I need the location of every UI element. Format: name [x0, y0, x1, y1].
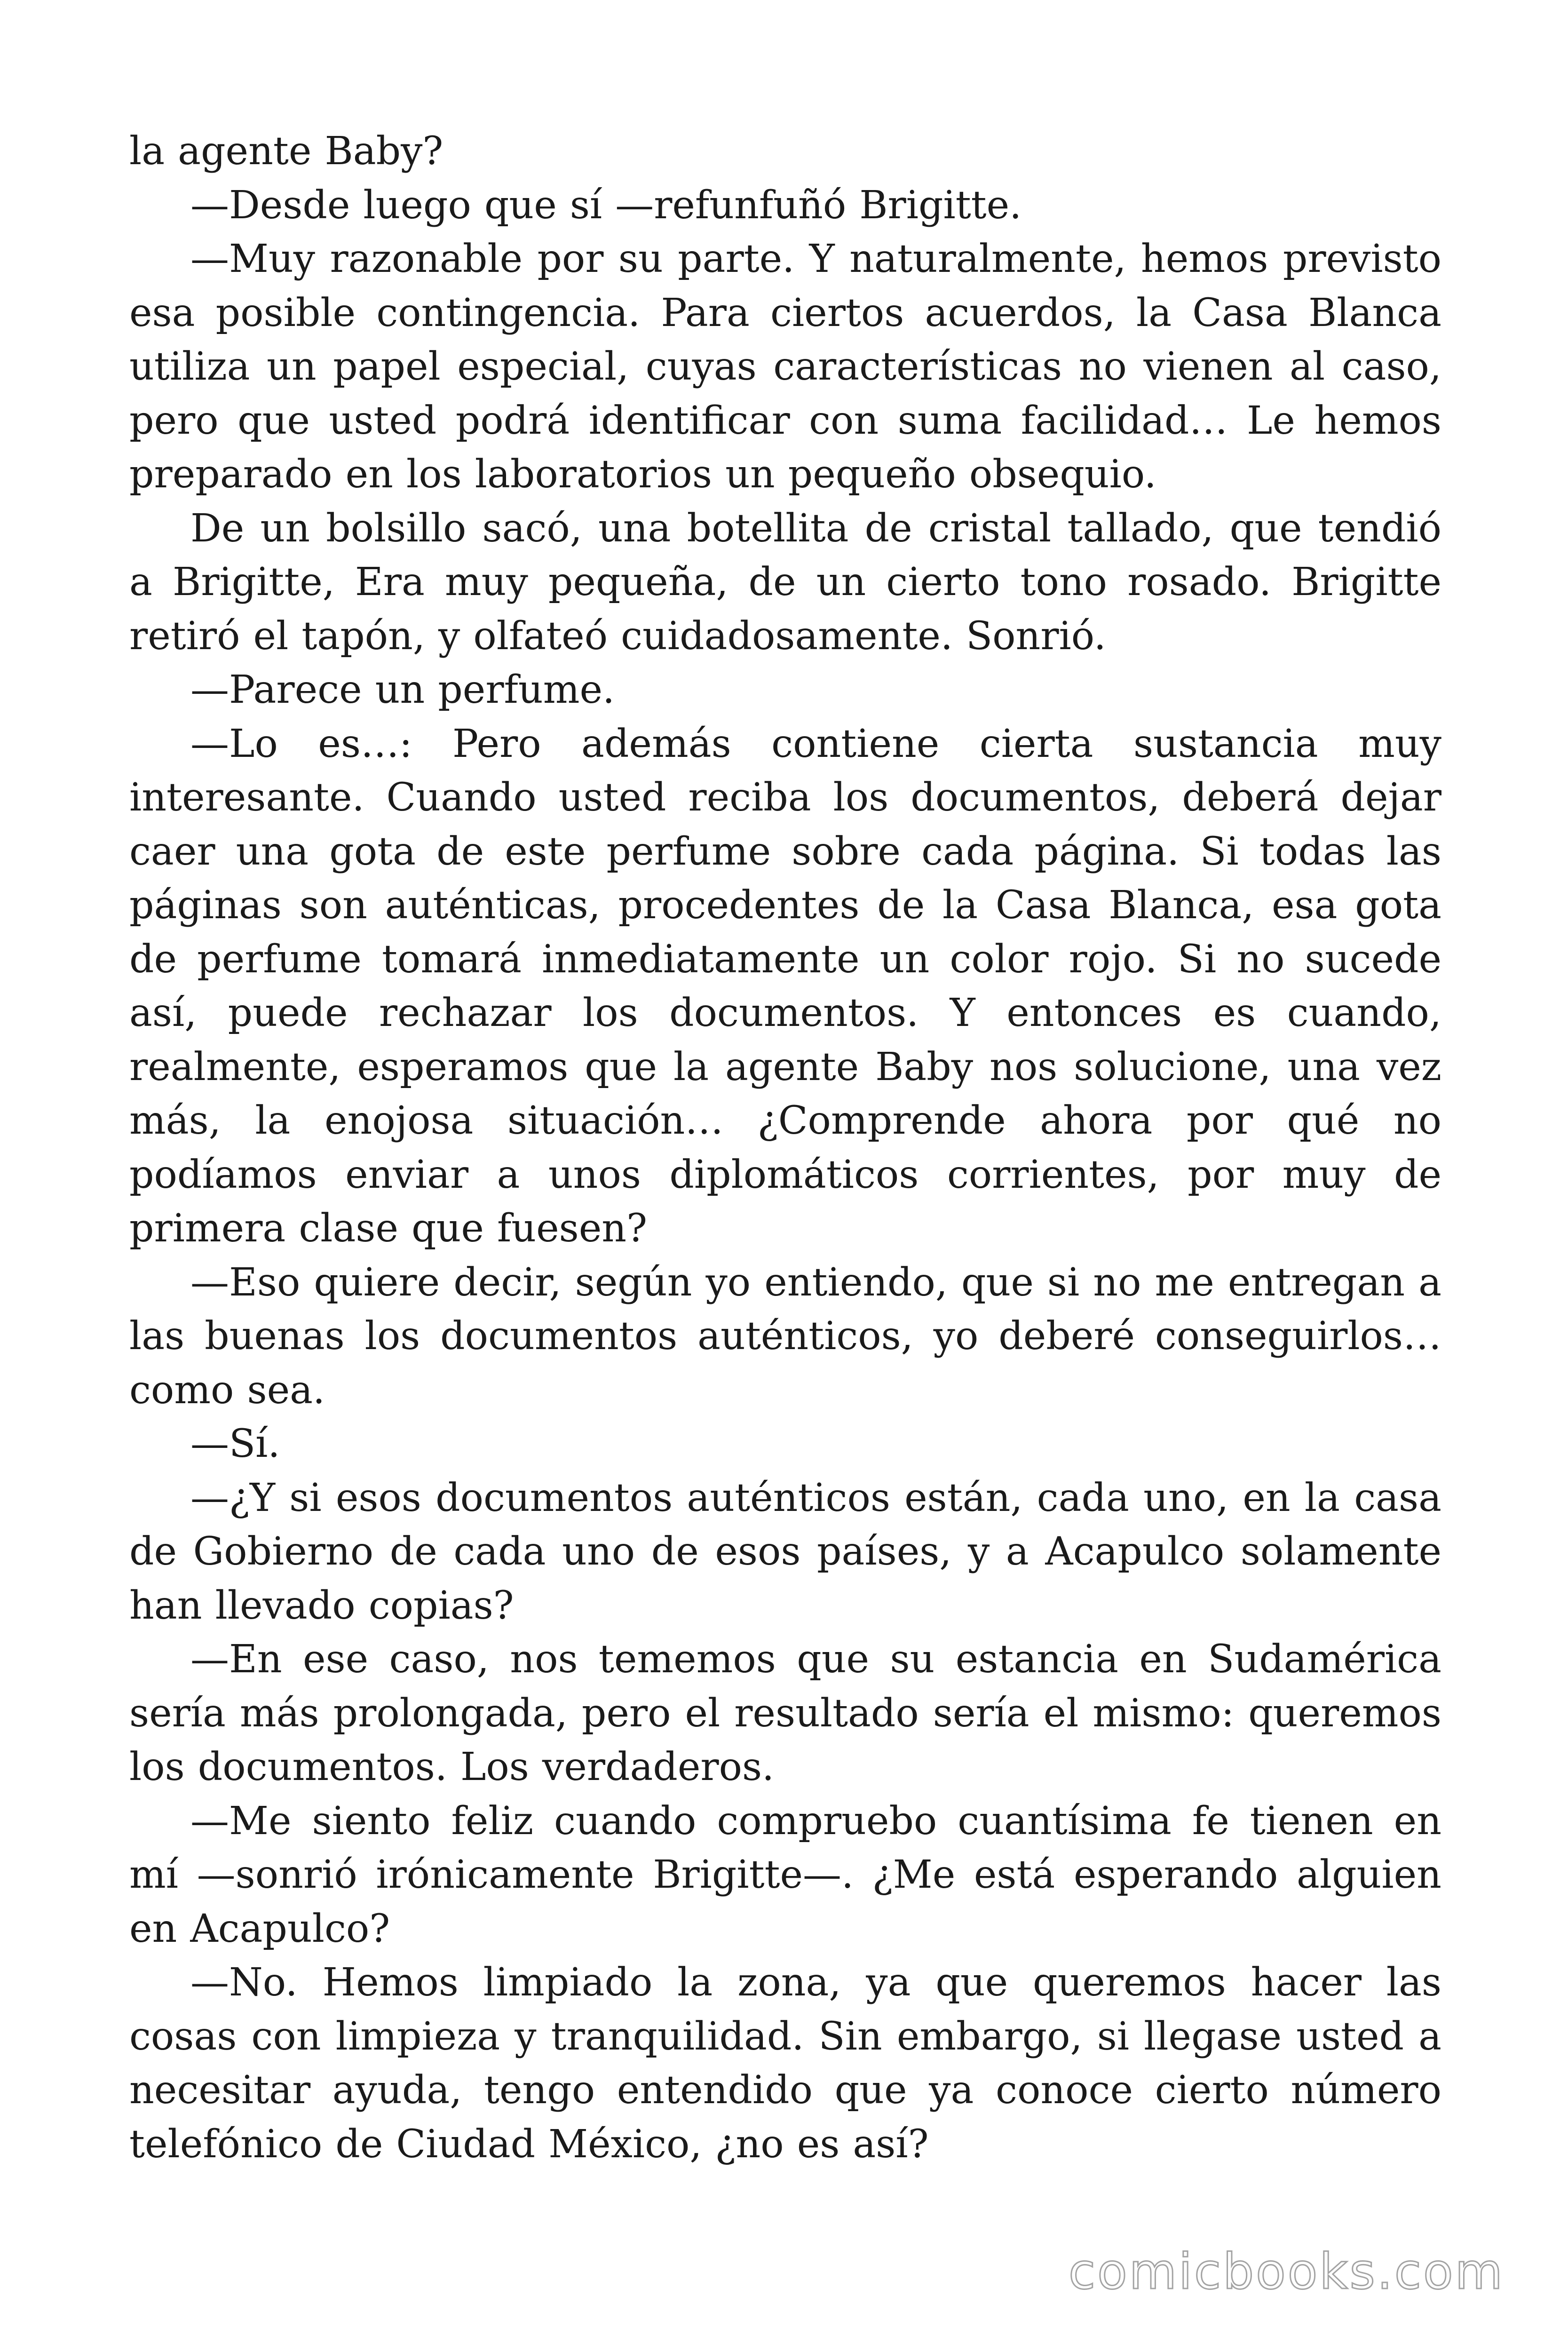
- paragraph: De un bolsillo sacó, una botellita de cristal tallado, que tendió a Brigitte, Era muy pequeña, de un cierto tono rosado. Brigitte retiró el tapón, y olfateó cuidadosamente. Sonrió.: [129, 506, 1441, 659]
- paragraph: —Me siento feliz cuando compruebo cuantísima fe tienen en mí —sonrió irónicamente Brigitte—. ¿Me está esperando alguien en Acapulco?: [129, 1798, 1441, 1951]
- paragraph: —No. Hemos limpiado la zona, ya que queremos hacer las cosas con limpieza y tranquilidad. Sin embargo, si llegase usted a necesitar ayuda, tengo entendido que ya conoce cierto número telefónico de Ciudad México, ¿no es así?: [129, 1960, 1441, 2167]
- page-body: [129, 125, 1441, 2171]
- watermark: comicbooks.com: [1068, 2243, 1505, 2300]
- paragraph: —Parece un perfume.: [190, 667, 615, 712]
- paragraph: —¿Y si esos documentos auténticos están, cada uno, en la casa de Gobierno de cada uno de esos países, y a Acapulco solamente han llevado copias?: [129, 1475, 1441, 1628]
- paragraph: —Sí.: [190, 1422, 280, 1466]
- paragraph: —Eso quiere decir, según yo entiendo, que si no me entregan a las buenas los documentos auténticos, yo deberé conseguirlos… como sea.: [129, 1260, 1441, 1413]
- paragraph: —Muy razonable por su parte. Y naturalmente, hemos previsto esa posible contingencia. Para ciertos acuerdos, la Casa Blanca utiliza un papel especial, cuyas características no vienen al caso, pero que usted podrá identificar con suma facilidad… Le hemos preparado en los laboratorios un pequeño obsequio.: [129, 237, 1441, 497]
- paragraph: —Desde luego que sí —refunfuñó Brigitte.: [190, 183, 1022, 228]
- paragraph: —En ese caso, nos tememos que su estancia en Sudamérica sería más prolongada, pero el resultado sería el mismo: queremos los documentos. Los verdaderos.: [129, 1637, 1441, 1789]
- paragraph: —Lo es…: Pero además contiene cierta sustancia muy interesante. Cuando usted reciba los documentos, deberá dejar caer una gota de este perfume sobre cada página. Si todas las páginas son auténticas, procedentes de la Casa Blanca, esa gota de perfume tomará inmediatamente un color rojo. Si no sucede así, puede rechazar los documentos. Y entonces es cuando, realmente, esperamos que la agente Baby nos solucione, una vez más, la enojosa situación… ¿Comprende ahora por qué no podíamos enviar a unos diplomáticos corrientes, por muy de primera clase que fuesen?: [129, 721, 1441, 1251]
- paragraph: la agente Baby?: [129, 129, 443, 174]
